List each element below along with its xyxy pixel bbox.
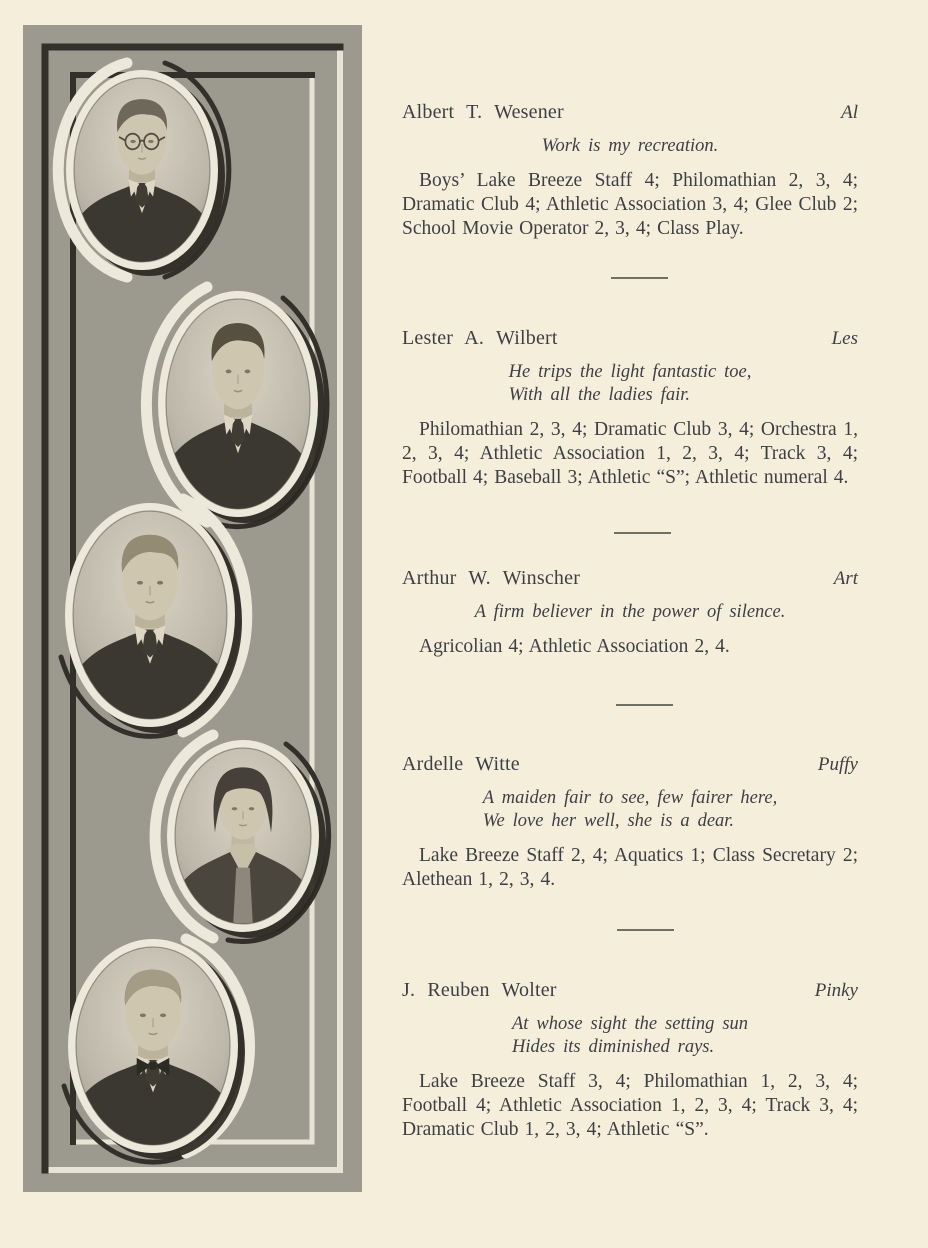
portrait-frame-strip bbox=[23, 25, 362, 1192]
student-nickname: Al bbox=[841, 102, 858, 123]
student-activities: Lake Breeze Staff 3, 4; Philomathian 1, 2, 3, 4; Football 4; Athletic Association 1, 2, 3, 4; Track 3, 4; Dramatic Club 1, 2, 3, 4; Athletic “S”. bbox=[402, 1071, 858, 1140]
student-quote: A firm believer in the power of silence. bbox=[474, 602, 786, 622]
section-divider bbox=[611, 277, 668, 279]
student-name: Ardelle Witte bbox=[402, 753, 520, 775]
student-quote: Work is my recreation. bbox=[541, 136, 719, 156]
student-nickname: Puffy bbox=[817, 754, 858, 775]
student-entry bbox=[402, 100, 858, 241]
student-nickname: Art bbox=[833, 568, 858, 589]
student-nickname: Les bbox=[831, 328, 858, 349]
portrait-oval-1 bbox=[58, 63, 229, 277]
portrait-collage bbox=[23, 25, 362, 1192]
section-divider bbox=[617, 929, 674, 931]
student-activities: Lake Breeze Staff 2, 4; Aquatics 1; Class Secretary 2; Alethean 1, 2, 3, 4. bbox=[402, 845, 858, 890]
section-divider bbox=[616, 704, 673, 706]
student-quote: He trips the light fantastic toe, With all the ladies fair. bbox=[508, 362, 752, 405]
student-quote: A maiden fair to see, few fairer here, We love her well, she is a dear. bbox=[482, 788, 778, 831]
student-entry bbox=[402, 978, 858, 1142]
student-activities: Agricolian 4; Athletic Association 2, 4. bbox=[419, 636, 730, 657]
student-name: J. Reuben Wolter bbox=[402, 979, 557, 1001]
student-activities: Philomathian 2, 3, 4; Dramatic Club 3, 4; Orchestra 1, 2, 3, 4; Athletic Association 1, 2, 3, 4; Track 3, 4; Football 4; Baseball 3; Athletic “S”; Athletic numeral 4. bbox=[402, 419, 858, 488]
student-name: Albert T. Wesener bbox=[402, 101, 564, 123]
entry-header bbox=[402, 752, 858, 777]
student-activities: Boys’ Lake Breeze Staff 4; Philomathian 2, 3, 4; Dramatic Club 4; Athletic Association 3, 4; Glee Club 2; School Movie Operator 2, 3, 4; Class Play. bbox=[402, 170, 858, 239]
student-entry bbox=[402, 326, 858, 490]
entry-header bbox=[402, 100, 858, 125]
section-divider bbox=[614, 532, 671, 534]
entry-header bbox=[402, 326, 858, 351]
student-name: Arthur W. Winscher bbox=[402, 567, 581, 589]
entry-header bbox=[402, 566, 858, 591]
student-entry bbox=[402, 566, 858, 659]
student-nickname: Pinky bbox=[814, 980, 858, 1001]
student-quote: At whose sight the setting sun Hides its diminished rays. bbox=[511, 1014, 749, 1057]
student-entry bbox=[402, 752, 858, 892]
student-name: Lester A. Wilbert bbox=[402, 327, 558, 349]
entry-header bbox=[402, 978, 858, 1003]
